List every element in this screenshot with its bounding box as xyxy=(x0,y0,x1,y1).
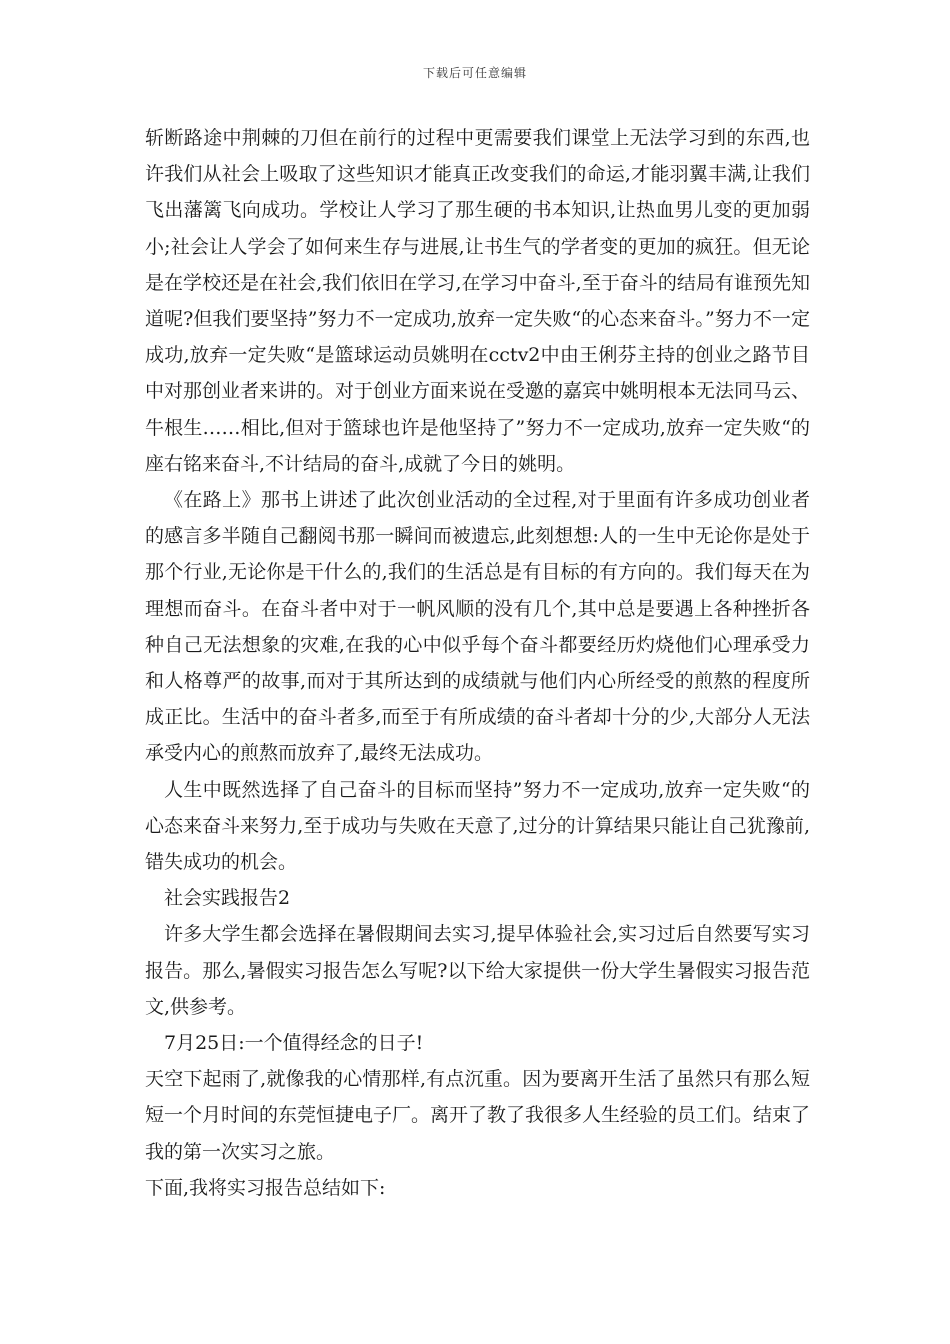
paragraph-3: 人生中既然选择了自己奋斗的目标而坚持”努力不一定成功,放弃一定失败“的心态来奋斗来努力,至于成功与失败在天意了,过分的计算结果只能让自己犹豫前,错失成功的机会。 xyxy=(145,778,810,874)
document-body xyxy=(145,120,810,1206)
paragraph-2: 《在路上》那书上讲述了此次创业活动的全过程,对于里面有许多成功创业者的感言多半随自己翻阅书那一瞬间而被遗忘,此刻想想:人的一生中无论你是处于那个行业,无论你是干什么的,我们的生活总是有目标的有方向的。我们每天在为理想而奋斗。在奋斗者中对于一帆风顺的没有几个,其中总是要遇上各种挫折各种自己无法想象的灾难,在我的心中似乎每个奋斗都要经历灼烧他们心理承受力和人格尊严的故事,而对于其所达到的成绩就与他们内心所经受的煎熬的程度所成正比。生活中的奋斗者多,而至于有所成绩的奋斗者却十分的少,大部分人无法承受内心的煎熬而放弃了,最终无法成功。 xyxy=(145,489,810,765)
page-header-note: 下载后可任意编辑 xyxy=(422,66,527,80)
paragraph-5: 许多大学生都会选择在暑假期间去实习,提早体验社会,实习过后自然要写实习报告。那么,暑假实习报告怎么写呢?以下给大家提供一份大学生暑假实习报告范文,供参考。 xyxy=(145,923,810,1018)
paragraph-1: 斩断路途中荆棘的刀但在前行的过程中更需要我们课堂上无法学习到的东西,也许我们从社会上吸取了这些知识才能真正改变我们的命运,才能羽翼丰满,让我们飞出藩篱飞向成功。学校让人学习了那生硬的书本知识,让热血男儿变的更加弱小;社会让人学会了如何来生存与进展,让书生气的学者变的更加的疯狂。但无论是在学校还是在社会,我们依旧在学习,在学习中奋斗,至于奋斗的结局有谁预先知道呢?但我们要坚持”努力不一定成功,放弃一定失败“的心态来奋斗。”努力不一定成功,放弃一定失败“是篮球运动员姚明在cctv2中由王俐芬主持的创业之路节目中对那创业者来讲的。对于创业方面来说在受邀的嘉宾中姚明根本无法同马云、牛根生……相比,但对于篮球也许是他坚持了”努力不一定成功,放弃一定失败“的座右铭来奋斗,不计结局的奋斗,成就了今日的姚明。 xyxy=(145,127,811,475)
date-heading: 7月25日:一个值得经念的日子! xyxy=(164,1032,424,1055)
section-heading: 社会实践报告2 xyxy=(164,887,291,910)
paragraph-7: 天空下起雨了,就像我的心情那样,有点沉重。因为要离开生活了虽然只有那么短短一个月时间的东莞恒捷电子厂。离开了教了我很多人生经验的员工们。结束了我的第一次实习之旅。 xyxy=(145,1068,811,1163)
paragraph-8: 下面,我将实习报告总结如下: xyxy=(145,1176,386,1199)
